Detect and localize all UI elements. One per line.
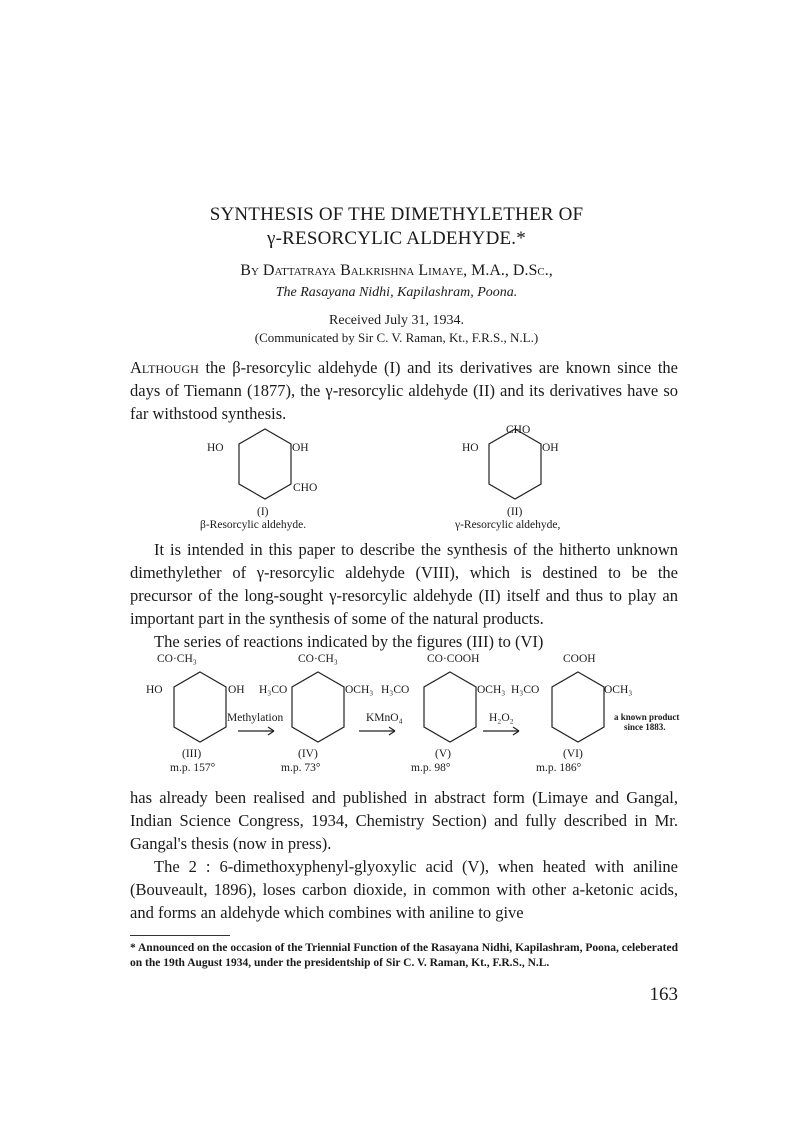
title-line-1: SYNTHESIS OF THE DIMETHYLETHER OF [209, 204, 584, 225]
VI-left-substituent: H₃CO [511, 684, 540, 696]
reagent-h2o2: H₂O₂ [489, 712, 514, 724]
III-top-substituent: CO·CH₃ [157, 653, 197, 665]
ring-II-top-substituent: CHO [506, 424, 531, 436]
author-name: Dattatraya Balkrishna Limaye, M.A., D.Sc., [262, 262, 553, 279]
ring-II-left-substituent: HO [462, 442, 479, 454]
page-number: 163 [649, 984, 678, 1005]
III-melting-point: m.p. 157° [170, 762, 216, 774]
IV-melting-point: m.p. 73° [281, 762, 321, 774]
reaction-arrow-1 [236, 726, 280, 736]
VI-numeral: (VI) [563, 748, 583, 760]
reagent-methylation: Methylation [227, 712, 284, 724]
IV-numeral: (IV) [298, 748, 318, 760]
III-numeral: (III) [182, 748, 202, 760]
VI-note-line-2: since 1883. [624, 722, 666, 732]
VI-top-substituent: COOH [563, 653, 596, 665]
benzene-ring-III [170, 670, 230, 750]
ring-II-caption: γ-Resorcylic aldehyde, [455, 519, 561, 531]
VI-note-line-1: a known product [614, 712, 680, 722]
ring-II-numeral: (II) [507, 506, 523, 518]
VI-melting-point: m.p. 186° [536, 762, 582, 774]
title-line-2: γ-RESORCYLIC ALDEHYDE.* [267, 228, 526, 249]
V-numeral: (V) [435, 748, 451, 760]
VI-right-substituent: OCH₃ [604, 684, 633, 696]
paragraph-3: The series of reactions indicated by the figures (III) to (VI) [154, 632, 544, 651]
author-affiliation: The Rasayana Nidhi, Kapilashram, Poona. [275, 285, 518, 300]
ring-I-right-substituent: OH [292, 442, 309, 454]
III-left-substituent: HO [146, 684, 163, 696]
reaction-arrow-3 [481, 726, 525, 736]
received-date: Received July 31, 1934. [329, 313, 464, 328]
intro-paragraph [130, 356, 678, 425]
V-melting-point: m.p. 98° [411, 762, 451, 774]
IV-left-substituent: H₃CO [259, 684, 288, 696]
IV-right-substituent: OCH₃ [345, 684, 374, 696]
ring-I-bottom-right-substituent: CHO [293, 482, 318, 494]
III-right-substituent: OH [228, 684, 245, 696]
ring-I-caption: β-Resorcylic aldehyde. [200, 519, 307, 531]
footnote-rule [130, 935, 230, 936]
author-by: By [240, 262, 259, 279]
IV-top-substituent: CO·CH₃ [298, 653, 338, 665]
footnote: * Announced on the occasion of the Triennial Function of the Rasayana Nidhi, Kapilashram, Poona, celeberated on the 19th August 1934, under the presidentship of Sir C. V. Raman, Kt., F.R.S., N.L. [130, 942, 678, 969]
ring-I-numeral: (I) [257, 506, 269, 518]
benzene-ring-IV [288, 670, 348, 750]
intro-text: the β-resorcylic aldehyde (I) and its derivatives are known since the days of Tiemann (1877), the γ-resorcylic aldehyde (II) and its derivatives have so far withstood synthesis. [130, 358, 678, 423]
author-line [0, 262, 793, 280]
intro-lead: Although [130, 358, 199, 377]
paragraph-5: The 2 : 6-dimethoxyphenyl-glyoxylic acid (V), when heated with aniline (Bouveault, 1896), loses carbon dioxide, in common with other a-ketonic acids, and forms an aldehyde which combines with aniline to give [130, 857, 678, 922]
V-left-substituent: H₃CO [381, 684, 410, 696]
paragraph-2: It is intended in this paper to describe the synthesis of the hitherto unknown dimethylether of γ-resorcylic aldehyde (VIII), which is destined to be the precursor of the long-sought γ-resorcylic aldehyde (II) itself and thus to play an important part in the synthesis of some of the natural products. [130, 540, 678, 628]
benzene-ring-V [420, 670, 480, 750]
ring-I-left-substituent: HO [207, 442, 224, 454]
reagent-kmno4: KMnO₄ [366, 712, 403, 724]
reaction-arrow-2 [357, 726, 401, 736]
paragraph-4: has already been realised and published in abstract form (Limaye and Gangal, Indian Science Congress, 1934, Chemistry Section) and fully described in Mr. Gangal's thesis (now in press). [130, 788, 678, 853]
communicated-by: (Communicated by Sir C. V. Raman, Kt., F.R.S., N.L.) [254, 330, 539, 345]
ring-II-right-substituent: OH [542, 442, 559, 454]
V-top-substituent: CO·COOH [427, 653, 480, 665]
V-right-substituent: OCH₃ [477, 684, 506, 696]
benzene-ring-I [235, 427, 295, 507]
benzene-ring-II [485, 427, 545, 507]
benzene-ring-VI [548, 670, 608, 750]
